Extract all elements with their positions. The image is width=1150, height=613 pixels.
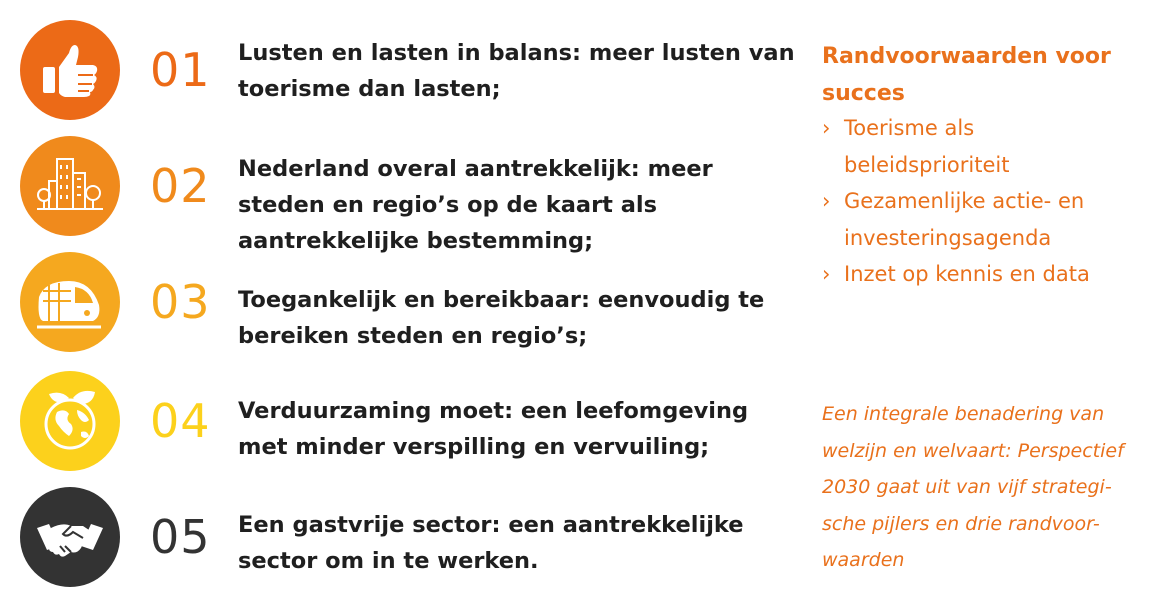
pillar-03-circle xyxy=(20,252,120,352)
pillar-02-number: 02 xyxy=(150,159,211,213)
pillar-03-text: Toegankelijk en bereikbaar: eenvoudig te bereiken steden en regio’s; xyxy=(238,287,765,349)
thumbs-up-icon xyxy=(35,35,105,105)
handshake-icon xyxy=(35,502,105,572)
sidebar-quote: Een integrale benadering van welzijn en welvaart: Perspectief 2030 gaat uit van vijf strategi- sche pijlers en drie randvoor- waarden xyxy=(822,403,1124,571)
pillar-05-text: Een gastvrije sector: een aantrekkelijke sector om in te werken. xyxy=(238,512,744,574)
pillar-02 xyxy=(20,136,800,254)
pillar-03 xyxy=(20,252,800,356)
train-icon xyxy=(35,267,105,337)
pillar-02-text: Nederland overal aantrekkelijk: meer steden en regio’s op de kaart als aantrekkelijke bestemming; xyxy=(238,156,713,254)
pillar-04-number: 04 xyxy=(150,394,211,448)
pillar-04-circle xyxy=(20,371,120,471)
pillar-04 xyxy=(20,371,800,475)
pillar-01-text: Lusten en lasten in balans: meer lusten van toerisme dan lasten; xyxy=(238,40,795,102)
pillar-01 xyxy=(20,20,800,124)
pillar-01-number: 01 xyxy=(150,43,211,97)
globe-leaf-icon xyxy=(35,386,105,456)
list-item: › Inzet op kennis en data xyxy=(822,256,1142,293)
pillar-03-number: 03 xyxy=(150,275,211,329)
chevron-right-icon: › xyxy=(822,116,831,140)
list-item: › Toerisme als beleidsprioriteit xyxy=(822,110,1142,183)
sidebar-title: Randvoorwaarden voor succes xyxy=(822,44,1111,106)
city-buildings-icon xyxy=(35,151,105,221)
pillar-01-circle xyxy=(20,20,120,120)
pillar-05-number: 05 xyxy=(150,510,211,564)
pillar-05 xyxy=(20,487,800,591)
pillar-02-circle xyxy=(20,136,120,236)
chevron-right-icon: › xyxy=(822,262,831,286)
pillar-04-text: Verduurzaming moet: een leefomgeving met minder verspilling en vervuiling; xyxy=(238,398,749,460)
chevron-right-icon: › xyxy=(822,189,831,213)
sidebar-list xyxy=(822,110,1142,293)
list-item: › Gezamenlijke actie- en investeringsagenda xyxy=(822,183,1142,256)
pillar-05-circle xyxy=(20,487,120,587)
